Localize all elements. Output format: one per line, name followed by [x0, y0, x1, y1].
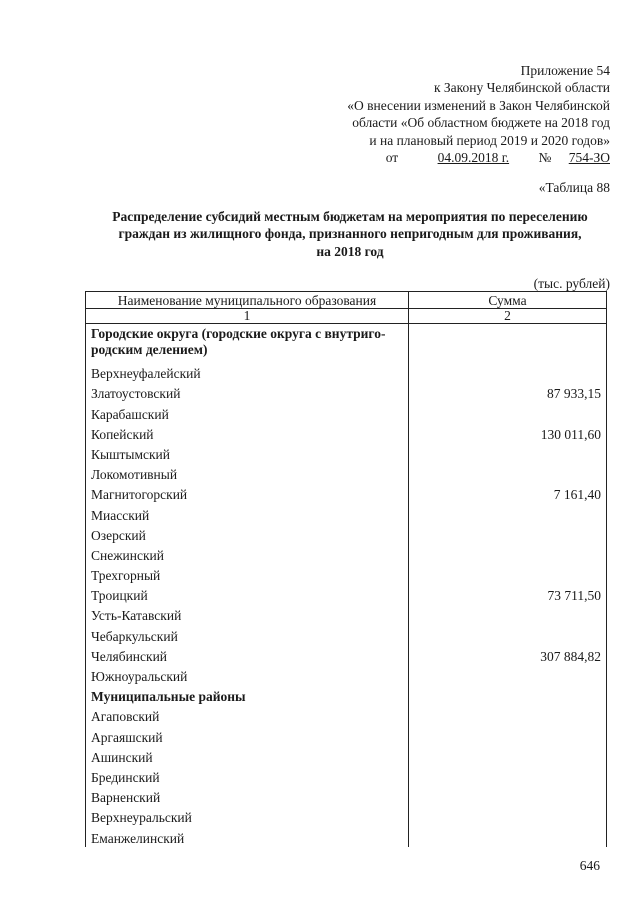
page-number: 646 — [579, 858, 600, 873]
municipality-name: Троицкий — [86, 584, 409, 604]
table-row — [86, 584, 607, 604]
table-row — [86, 423, 607, 443]
subsidy-amount — [409, 786, 607, 806]
municipality-name: Озерский — [86, 524, 409, 544]
subsidy-amount — [409, 826, 607, 846]
appendix-date-line — [347, 149, 610, 166]
municipality-name: Трехгорный — [86, 564, 409, 584]
subsidy-amount — [409, 665, 607, 685]
table-reference: «Таблица 88 — [538, 180, 610, 195]
number-label: № — [538, 150, 552, 166]
law-date: 04.09.2018 г. — [437, 150, 510, 166]
appendix-header — [347, 62, 610, 166]
municipality-name: Снежинский — [86, 544, 409, 564]
municipality-name: Чебаркульский — [86, 624, 409, 644]
subsidy-amount — [409, 362, 607, 382]
municipality-name: Локомотивный — [86, 463, 409, 483]
municipality-name: Брединский — [86, 766, 409, 786]
subsidy-amount — [409, 624, 607, 644]
appendix-line: области «Об областном бюджете на 2018 год — [352, 115, 610, 131]
municipality-name: Миасский — [86, 503, 409, 523]
table-row — [86, 544, 607, 564]
table-row — [86, 382, 607, 402]
table-row — [86, 725, 607, 745]
table-row — [86, 624, 607, 644]
law-number: 754-ЗО — [568, 150, 610, 166]
municipality-name: Верхнеуральский — [86, 806, 409, 826]
municipality-name: Усть-Катавский — [86, 604, 409, 624]
table-row — [86, 826, 607, 846]
table-row — [86, 483, 607, 503]
header-amount: Сумма — [409, 292, 607, 309]
subsidy-amount — [409, 402, 607, 422]
subsidy-amount — [409, 725, 607, 745]
section-row — [86, 685, 607, 705]
table-row — [86, 665, 607, 685]
table-row — [86, 524, 607, 544]
municipality-name: Ашинский — [86, 746, 409, 766]
subsidy-amount — [409, 524, 607, 544]
table-row — [86, 786, 607, 806]
municipality-name: Копейский — [86, 423, 409, 443]
column-number: 1 — [86, 309, 409, 324]
subsidy-amount — [409, 746, 607, 766]
municipality-name: Карабашский — [86, 402, 409, 422]
municipality-name: Челябинский — [86, 645, 409, 665]
municipality-name: Магнитогорский — [86, 483, 409, 503]
municipality-name: Златоустовский — [86, 382, 409, 402]
table-row — [86, 604, 607, 624]
municipality-name: Кыштымский — [86, 443, 409, 463]
municipality-name: Южноуральский — [86, 665, 409, 685]
subsidy-amount — [409, 463, 607, 483]
table-row — [86, 402, 607, 422]
table-row — [86, 463, 607, 483]
appendix-line: Приложение 54 — [520, 63, 610, 78]
municipality-name: Агаповский — [86, 705, 409, 725]
subsidy-amount — [409, 544, 607, 564]
section-title: Муниципальные районы — [86, 685, 409, 705]
section-title: Городские округа (городские округа с внутриго-родским делением) — [86, 324, 409, 363]
municipality-name: Варненский — [86, 786, 409, 806]
appendix-line: к Закону Челябинской области — [433, 80, 610, 96]
subsidy-amount — [409, 705, 607, 725]
subsidy-amount: 73 711,50 — [409, 584, 607, 604]
section-amount — [409, 324, 607, 363]
table-row — [86, 766, 607, 786]
title-line: граждан из жилищного фонда, признанного непригодным для проживания, — [118, 226, 582, 242]
subsidy-amount: 7 161,40 — [409, 483, 607, 503]
table-row — [86, 705, 607, 725]
table-row — [86, 806, 607, 826]
table-row — [86, 564, 607, 584]
municipality-name: Верхнеуфалейский — [86, 362, 409, 382]
document-title — [80, 208, 620, 260]
subsidy-table — [85, 291, 607, 847]
units-label: (тыс. рублей) — [533, 276, 610, 291]
municipality-name: Аргаяшский — [86, 725, 409, 745]
municipality-name: Еманжелинский — [86, 826, 409, 846]
title-line: на 2018 год — [316, 243, 384, 259]
table-header-row — [86, 292, 607, 309]
subsidy-amount: 130 011,60 — [409, 423, 607, 443]
subsidy-amount: 87 933,15 — [409, 382, 607, 402]
appendix-line: «О внесении изменений в Закон Челябинской — [347, 97, 610, 113]
subsidy-amount — [409, 806, 607, 826]
column-number-row — [86, 309, 607, 324]
table-row — [86, 746, 607, 766]
subsidy-amount — [409, 443, 607, 463]
subsidy-amount: 307 884,82 — [409, 645, 607, 665]
table-row — [86, 503, 607, 523]
subsidy-amount — [409, 766, 607, 786]
table-row — [86, 645, 607, 665]
table-row — [86, 362, 607, 382]
table-row — [86, 443, 607, 463]
title-line: Распределение субсидий местным бюджетам на мероприятия по переселению — [112, 209, 588, 224]
header-name: Наименование муниципального образования — [86, 292, 409, 309]
column-number: 2 — [409, 309, 607, 324]
subsidy-amount — [409, 503, 607, 523]
appendix-line: и на плановый период 2019 и 2020 годов» — [369, 132, 610, 148]
section-amount — [409, 685, 607, 705]
subsidy-amount — [409, 564, 607, 584]
from-label: от — [385, 150, 399, 166]
section-row — [86, 324, 607, 363]
subsidy-amount — [409, 604, 607, 624]
